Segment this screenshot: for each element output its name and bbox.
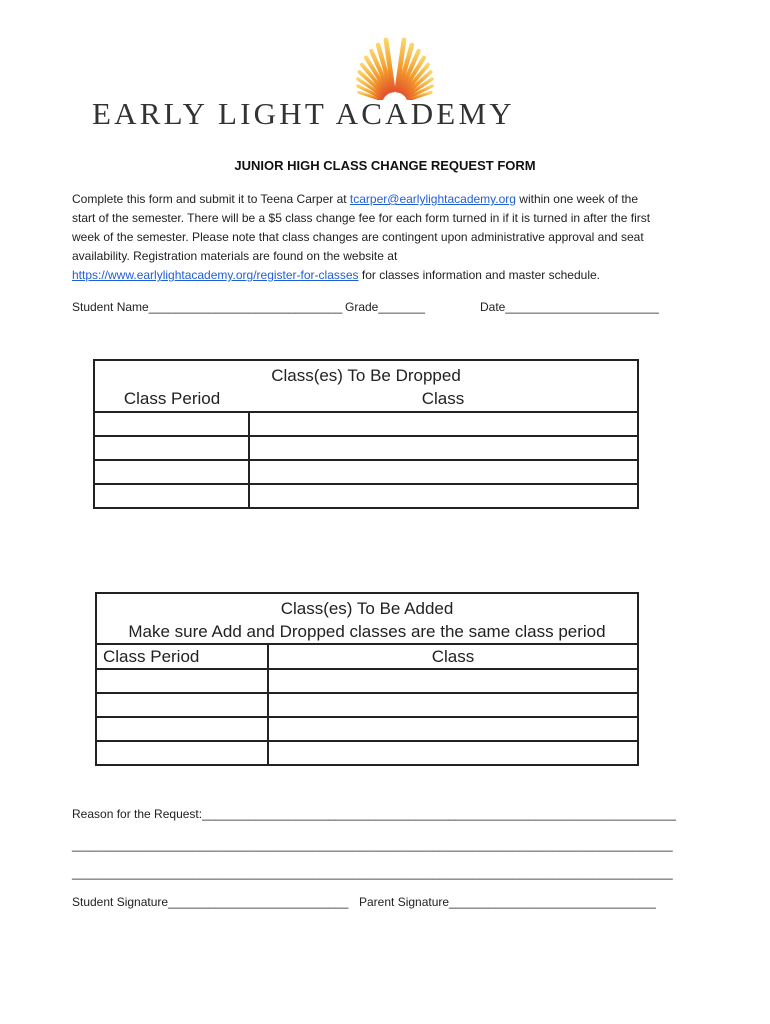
add-col-class-header: Class <box>268 644 638 669</box>
drop-table-title: Class(es) To Be Dropped <box>94 360 638 387</box>
intro-text: start of the semester. There will be a $5 class change fee for each form turned in if it is turned in after the first <box>72 211 651 225</box>
class-cell[interactable] <box>268 717 638 741</box>
intro-text: availability. Registration materials are found on the website at <box>72 249 398 263</box>
period-cell[interactable] <box>94 412 249 436</box>
date-field[interactable]: Date_______________________ <box>480 300 659 314</box>
class-cell[interactable] <box>268 669 638 693</box>
form-title: JUNIOR HIGH CLASS CHANGE REQUEST FORM <box>234 158 536 173</box>
class-cell[interactable] <box>268 693 638 717</box>
period-cell[interactable] <box>96 741 268 765</box>
student-name-field[interactable]: Student Name_____________________________ <box>72 300 343 314</box>
table-row <box>96 669 638 693</box>
table-row <box>94 412 638 436</box>
contact-email-link[interactable]: tcarper@earlylightacademy.org <box>349 192 516 206</box>
student-signature-field[interactable]: Student Signature___________________________ <box>72 895 349 909</box>
website-link[interactable]: https://www.earlylightacademy.org/register-for-classes <box>72 268 359 282</box>
intro-text: for classes information and master schedule. <box>358 268 600 282</box>
class-cell[interactable] <box>268 741 638 765</box>
add-table-note: Make sure Add and Dropped classes are the same class period <box>96 620 638 644</box>
drop-col-class-header: Class <box>249 387 638 412</box>
grade-field[interactable]: Grade_______ <box>345 300 426 314</box>
table-row <box>96 693 638 717</box>
table-row <box>94 436 638 460</box>
add-col-period-header: Class Period <box>96 644 268 669</box>
period-cell[interactable] <box>94 460 249 484</box>
table-row <box>96 717 638 741</box>
parent-signature-field[interactable]: Parent Signature_______________________________ <box>359 895 656 909</box>
add-table-title: Class(es) To Be Added <box>96 593 638 620</box>
intro-text: week of the semester. Please note that class changes are contingent upon administrative approval and seat <box>72 230 644 244</box>
class-cell[interactable] <box>249 436 638 460</box>
reason-line[interactable]: __________________________________________________________________________________________ <box>72 838 673 852</box>
reason-field[interactable]: Reason for the Request:_______________________________________________________________________ <box>72 807 676 821</box>
drop-classes-table <box>93 359 639 509</box>
class-cell[interactable] <box>249 460 638 484</box>
drop-col-period-header: Class Period <box>94 387 249 412</box>
table-row <box>96 741 638 765</box>
period-cell[interactable] <box>94 484 249 508</box>
class-cell[interactable] <box>249 484 638 508</box>
intro-text: within one week of the <box>515 192 639 206</box>
period-cell[interactable] <box>96 693 268 717</box>
table-row <box>94 460 638 484</box>
intro-text: Complete this form and submit it to Teena Carper at <box>72 192 350 206</box>
school-name-logo: EARLY LIGHT ACADEMY <box>92 96 515 131</box>
reason-line[interactable]: __________________________________________________________________________________________ <box>72 866 673 880</box>
period-cell[interactable] <box>94 436 249 460</box>
class-cell[interactable] <box>249 412 638 436</box>
period-cell[interactable] <box>96 669 268 693</box>
intro-paragraph <box>72 190 702 285</box>
sun-logo-icon <box>270 30 520 100</box>
period-cell[interactable] <box>96 717 268 741</box>
table-row <box>94 484 638 508</box>
add-classes-table <box>95 592 639 766</box>
